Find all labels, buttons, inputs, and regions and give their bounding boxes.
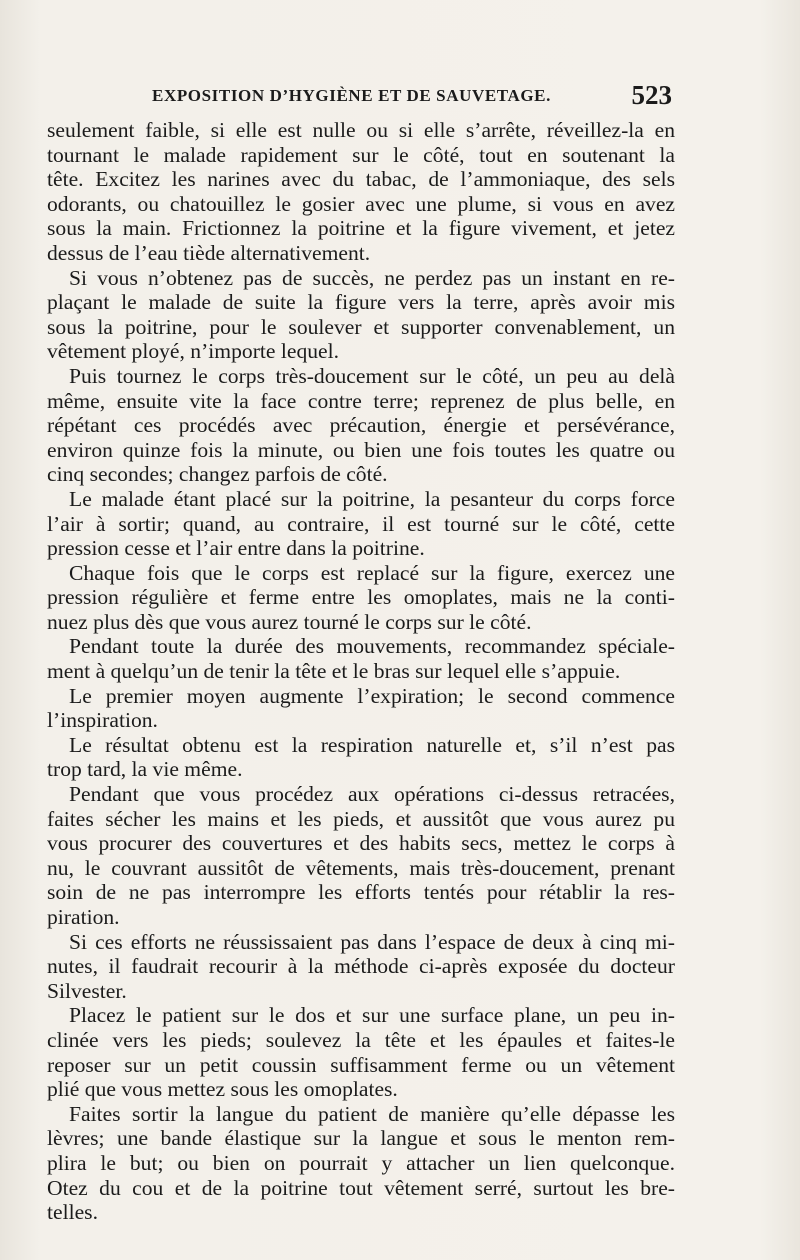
text-line: Puis tournez le corps très-doucement sur le côté, un peu au delà — [69, 363, 675, 388]
text-line: plira le but; ou bien on pourrait y attacher un lien quelconque. — [47, 1150, 675, 1175]
paragraph — [47, 487, 675, 561]
text-line: piration. — [47, 905, 120, 929]
text-line: Le malade étant placé sur la poitrine, la pesanteur du corps force — [69, 486, 675, 511]
text-line: nu, le couvrant aussitôt de vêtements, mais très-doucement, prenant — [47, 855, 675, 880]
text-line: soin de ne pas interrompre les efforts tentés pour rétablir la res- — [47, 880, 675, 905]
paragraph — [47, 1102, 675, 1225]
paragraph — [47, 364, 675, 487]
paragraph — [47, 930, 675, 1004]
text-line: l’air à sortir; quand, au contraire, il est tourné sur le côté, cette — [47, 511, 675, 536]
text-line: reposer sur un petit coussin suffisamment ferme ou un vêtement — [47, 1052, 675, 1077]
text-line: sous la poitrine, pour le soulever et supporter convenablement, un — [47, 314, 675, 339]
text-line: trop tard, la vie même. — [47, 757, 243, 782]
text-line: lèvres; une bande élastique sur la langue et sous le menton rem- — [47, 1126, 675, 1151]
text-line: plaçant le malade de suite la figure vers la terre, après avoir mis — [47, 290, 675, 315]
text-line: Pendant que vous procédez aux opérations ci-dessus retracées, — [69, 782, 675, 807]
text-line: Si ces efforts ne réussissaient pas dans l’espace de deux à cinq mi- — [69, 929, 675, 954]
paragraph — [47, 634, 675, 683]
text-line: dessus de l’eau tiède alternativement. — [47, 240, 371, 265]
text-line: telles. — [47, 1200, 98, 1225]
text-line: plié que vous mettez sous les omoplates. — [47, 1077, 398, 1102]
paragraph — [47, 782, 675, 930]
text-line: nuez plus dès que vous aurez tourné le corps sur le côté. — [47, 609, 532, 634]
page-number: 523 — [631, 80, 672, 110]
text-line: l’inspiration. — [47, 708, 158, 733]
text-line: nutes, il faudrait recourir à la méthode ci-après exposée du docteur — [47, 954, 675, 979]
text-line: Otez du cou et de la poitrine tout vêtement serré, surtout les bre- — [47, 1175, 675, 1200]
text-line: Le résultat obtenu est la respiration naturelle et, s’il n’est pas — [69, 732, 675, 757]
text-line: Silvester. — [47, 978, 127, 1003]
text-line: Pendant toute la durée des mouvements, recommandez spéciale- — [69, 634, 675, 659]
text-line: seulement faible, si elle est nulle ou si elle s’arrête, réveillez-la en — [47, 118, 675, 142]
text-line: Faites sortir la langue du patient de manière qu’elle dépasse les — [69, 1101, 675, 1126]
text-line: cinq secondes; changez parfois de côté. — [47, 462, 388, 487]
text-line: ment à quelqu’un de tenir la tête et le bras sur lequel elle s’appuie. — [47, 659, 621, 684]
paragraph — [47, 561, 675, 635]
text-line: pression cesse et l’air entre dans la poitrine. — [47, 536, 425, 561]
paragraph — [47, 266, 675, 364]
paragraph — [47, 118, 675, 266]
text-line: sous la main. Frictionnez la poitrine et la figure vivement, et jetez — [47, 216, 675, 241]
text-line: clinée vers les pieds; soulevez la tête et les épaules et faites-le — [47, 1027, 675, 1052]
text-line: odorants, ou chatouillez le gosier avec une plume, si vous en avez — [47, 191, 675, 216]
running-head: EXPOSITION D’HYGIÈNE ET DE SAUVETAGE. — [152, 86, 551, 105]
text-line: vêtement ployé, n’importe lequel. — [47, 339, 340, 364]
paragraph — [47, 684, 675, 733]
page-body — [47, 118, 675, 1225]
text-line: environ quinze fois la minute, ou bien une fois toutes les quatre ou — [47, 437, 675, 462]
paragraph — [47, 733, 675, 782]
text-line: Le premier moyen augmente l’expiration; le second commence — [69, 683, 675, 708]
page-header — [152, 80, 672, 112]
text-line: tête. Excitez les narines avec du tabac, de l’ammoniaque, des sels — [47, 167, 675, 192]
text-line: Placez le patient sur le dos et sur une surface plane, un peu in- — [69, 1003, 675, 1028]
text-line: même, ensuite vite la face contre terre; reprenez de plus belle, en — [47, 388, 675, 413]
text-line: vous procurer des couvertures et des habits secs, mettez le corps à — [47, 831, 675, 856]
text-line: répétant ces procédés avec précaution, énergie et persévérance, — [47, 413, 675, 438]
text-line: faites sécher les mains et les pieds, et aussitôt que vous aurez pu — [47, 806, 675, 831]
text-line: Chaque fois que le corps est replacé sur la figure, exercez une — [69, 560, 675, 585]
text-line: pression régulière et ferme entre les omoplates, mais ne la conti- — [47, 585, 675, 610]
text-line: tournant le malade rapidement sur le côté, tout en soutenant la — [47, 142, 675, 167]
paragraph — [47, 1003, 675, 1101]
text-line: Si vous n’obtenez pas de succès, ne perdez pas un instant en re- — [69, 265, 675, 290]
